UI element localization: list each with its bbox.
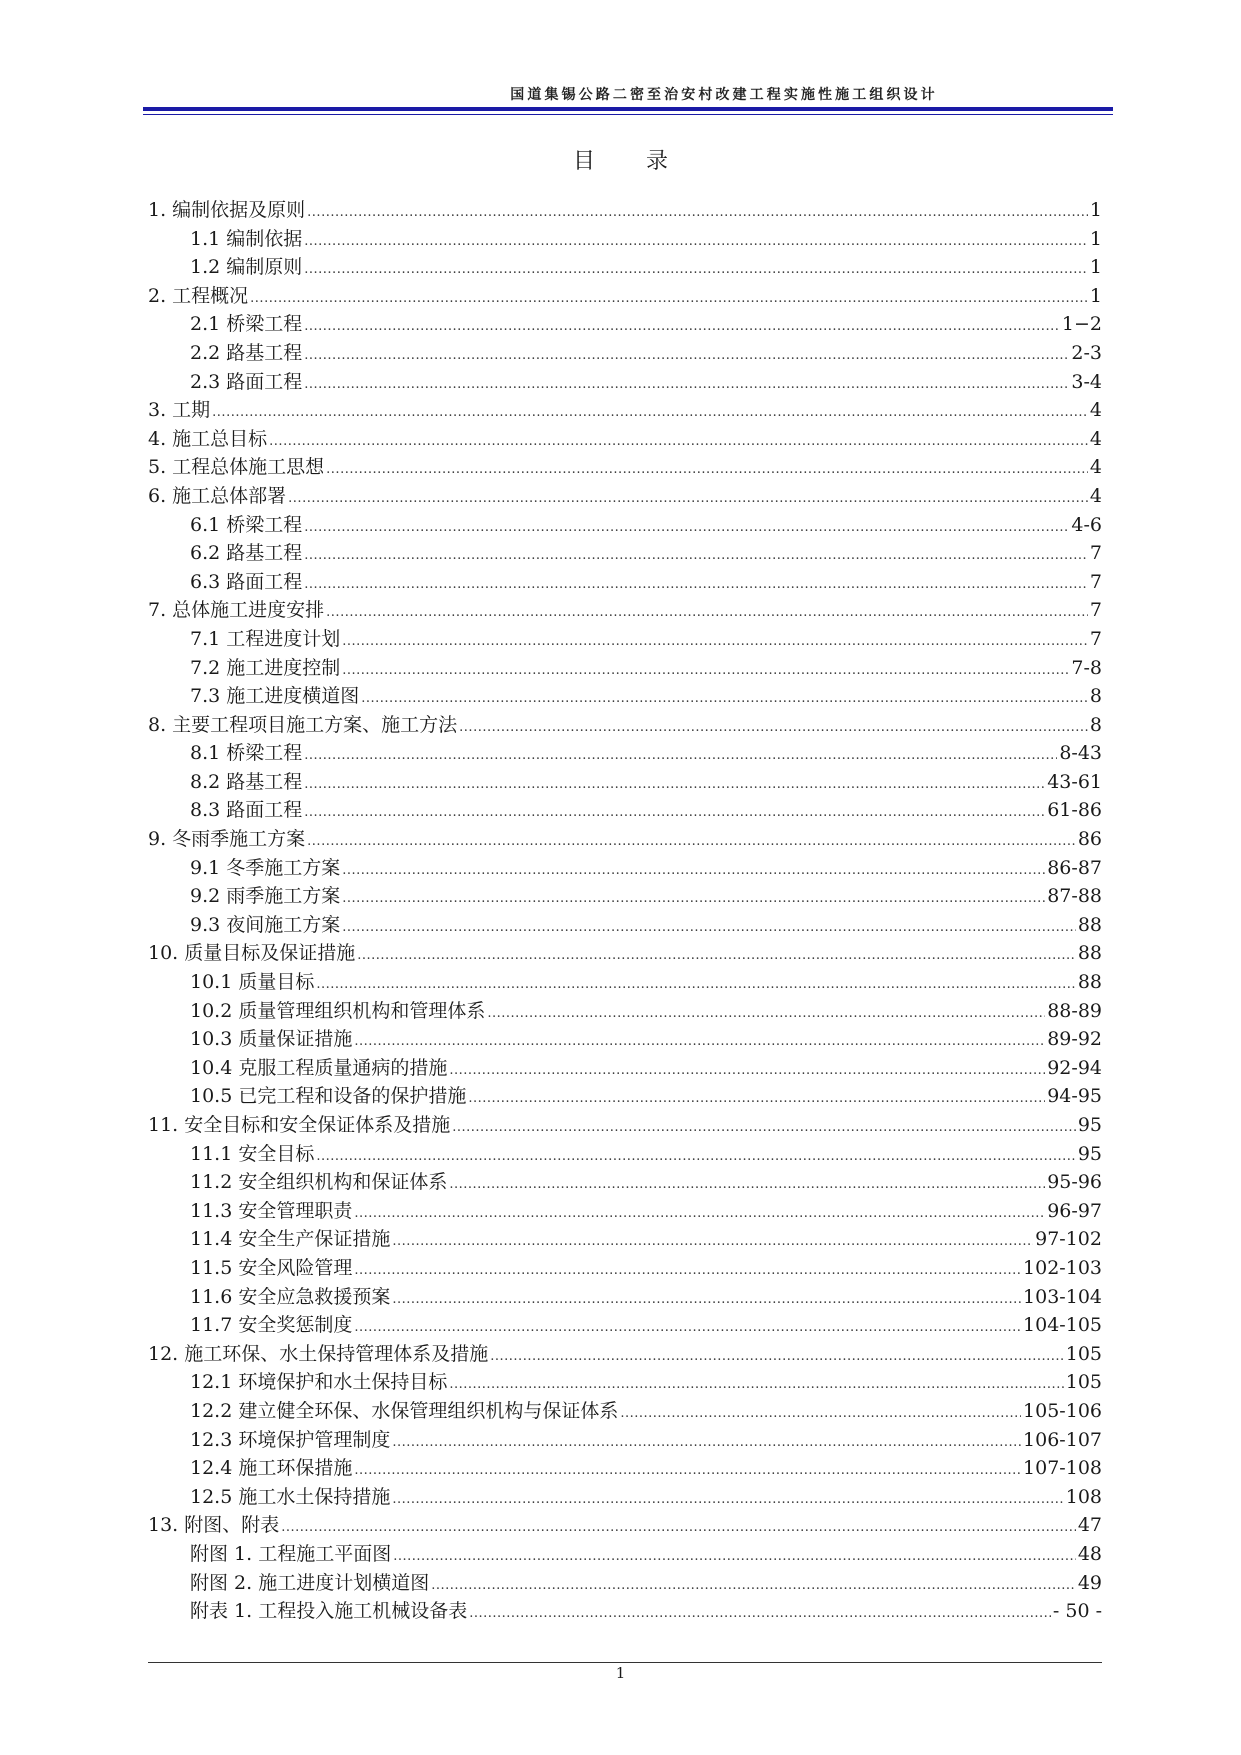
- toc-entry[interactable]: [148, 1397, 1102, 1426]
- toc-entry-page: 1: [1089, 284, 1102, 307]
- toc-entry-page: 4: [1089, 456, 1102, 479]
- toc-entry-title: 6.1 桥梁工程: [190, 513, 303, 536]
- toc-entry[interactable]: [148, 625, 1102, 654]
- toc-dot-leader: [304, 371, 1069, 400]
- toc-dot-leader: [250, 285, 1088, 314]
- toc-dot-leader: [431, 1572, 1076, 1601]
- toc-entry[interactable]: [148, 1340, 1102, 1369]
- toc-entry-title: 11.7 安全奖惩制度: [190, 1314, 353, 1337]
- toc-entry-title: 11.2 安全组织机构和保证体系: [190, 1171, 448, 1194]
- toc-entry-page: 1: [1089, 256, 1102, 279]
- toc-entry-page: 105-106: [1023, 1399, 1102, 1422]
- toc-entry[interactable]: [148, 368, 1102, 397]
- toc-entry-page: 4: [1089, 484, 1102, 507]
- toc-entry-title: 8.1 桥梁工程: [190, 742, 303, 765]
- toc-entry-page: 7: [1089, 627, 1102, 650]
- toc-entry[interactable]: [148, 1569, 1102, 1598]
- toc-dot-leader: [354, 1457, 1021, 1486]
- toc-dot-leader: [281, 1514, 1076, 1543]
- toc-entry[interactable]: [148, 1225, 1102, 1254]
- toc-entry-page: 1: [1089, 227, 1102, 250]
- toc-entry-title: 2. 工程概况: [148, 284, 249, 307]
- toc-entry-title: 2.3 路面工程: [190, 370, 303, 393]
- toc-dot-leader: [304, 256, 1088, 285]
- toc-entry[interactable]: [148, 1283, 1102, 1312]
- toc-entry[interactable]: [148, 253, 1102, 282]
- toc-dot-leader: [304, 571, 1088, 600]
- toc-entry-title: 附图 2. 施工进度计划横道图: [190, 1571, 430, 1594]
- toc-entry-page: 95: [1077, 1142, 1102, 1165]
- toc-entry-page: 107-108: [1023, 1457, 1102, 1480]
- toc-entry-page: 8-43: [1059, 742, 1102, 765]
- toc-dot-leader: [288, 485, 1088, 514]
- footer-rule: [148, 1662, 1102, 1663]
- toc-entry[interactable]: [148, 739, 1102, 768]
- toc-heading: 目 录: [573, 149, 690, 174]
- table-of-contents: [148, 196, 1102, 1626]
- toc-entry[interactable]: [148, 711, 1102, 740]
- toc-dot-leader: [316, 1143, 1075, 1172]
- toc-entry-page: 7-8: [1071, 656, 1102, 679]
- toc-dot-leader: [392, 1486, 1063, 1515]
- toc-entry-page: 8: [1089, 685, 1102, 708]
- toc-entry[interactable]: [148, 310, 1102, 339]
- toc-dot-leader: [304, 771, 1045, 800]
- toc-entry-page: 88: [1077, 942, 1102, 965]
- toc-dot-leader: [326, 456, 1088, 485]
- toc-entry-title: 6.2 路基工程: [190, 542, 303, 565]
- toc-entry-title: 10.2 质量管理组织机构和管理体系: [190, 999, 486, 1022]
- toc-entry-title: 9.2 雨季施工方案: [190, 885, 341, 908]
- toc-entry[interactable]: [148, 596, 1102, 625]
- toc-entry[interactable]: [148, 482, 1102, 511]
- toc-entry-title: 4. 施工总目标: [148, 427, 268, 450]
- toc-dot-leader: [304, 313, 1060, 342]
- toc-entry-title: 10.1 质量目标: [190, 971, 315, 994]
- toc-entry-page: 7: [1089, 542, 1102, 565]
- toc-entry-title: 12.2 建立健全环保、水保管理组织机构与保证体系: [190, 1399, 619, 1422]
- toc-entry-title: 10. 质量目标及保证措施: [148, 942, 356, 965]
- toc-entry-title: 7. 总体施工进度安排: [148, 599, 325, 622]
- toc-dot-leader: [304, 542, 1088, 571]
- toc-entry-page: - 50 -: [1052, 1600, 1102, 1623]
- toc-entry-page: 86-87: [1047, 856, 1102, 879]
- header-rule-thin: [143, 114, 1113, 115]
- toc-dot-leader: [342, 628, 1088, 657]
- toc-dot-leader: [459, 714, 1088, 743]
- toc-entry-title: 8. 主要工程项目施工方案、施工方法: [148, 713, 458, 736]
- toc-entry-title: 8.3 路面工程: [190, 799, 303, 822]
- toc-entry[interactable]: [148, 1597, 1102, 1626]
- toc-entry[interactable]: [148, 768, 1102, 797]
- toc-entry-page: 47: [1077, 1514, 1102, 1537]
- toc-entry-page: 106-107: [1023, 1428, 1102, 1451]
- toc-dot-leader: [304, 342, 1069, 371]
- toc-entry-title: 11.4 安全生产保证措施: [190, 1228, 391, 1251]
- toc-entry-page: 48: [1077, 1542, 1102, 1565]
- toc-dot-leader: [449, 1371, 1063, 1400]
- toc-entry-title: 7.1 工程进度计划: [190, 627, 341, 650]
- toc-entry-page: 7: [1089, 599, 1102, 622]
- toc-entry[interactable]: [148, 511, 1102, 540]
- toc-dot-leader: [469, 1600, 1051, 1629]
- toc-entry[interactable]: [148, 1540, 1102, 1569]
- toc-entry-page: 108: [1065, 1485, 1102, 1508]
- toc-entry-page: 95: [1077, 1114, 1102, 1136]
- toc-entry-title: 11.3 安全管理职责: [190, 1199, 353, 1222]
- toc-entry[interactable]: [148, 1111, 1102, 1140]
- toc-dot-leader: [212, 399, 1088, 428]
- toc-entry-page: 86: [1077, 828, 1102, 851]
- toc-entry-title: 7.3 施工进度横道图: [190, 685, 360, 708]
- toc-entry-title: 12.3 环境保护管理制度: [190, 1428, 391, 1451]
- toc-entry-title: 5. 工程总体施工思想: [148, 456, 325, 479]
- toc-dot-leader: [307, 828, 1076, 857]
- toc-dot-leader: [304, 228, 1088, 257]
- toc-entry-page: 88-89: [1047, 999, 1102, 1022]
- toc-entry-title: 12.1 环境保护和水土保持目标: [190, 1371, 448, 1394]
- toc-entry[interactable]: [148, 396, 1102, 425]
- toc-entry[interactable]: [148, 1311, 1102, 1340]
- toc-entry-page: 89-92: [1047, 1028, 1102, 1051]
- toc-entry[interactable]: [148, 939, 1102, 968]
- toc-dot-leader: [393, 1543, 1076, 1572]
- toc-dot-leader: [392, 1286, 1021, 1315]
- toc-entry[interactable]: [148, 882, 1102, 911]
- toc-entry-title: 10.3 质量保证措施: [190, 1028, 353, 1051]
- toc-dot-leader: [354, 1257, 1021, 1286]
- toc-entry[interactable]: [148, 654, 1102, 683]
- toc-entry[interactable]: [148, 196, 1102, 225]
- toc-entry-title: 2.1 桥梁工程: [190, 313, 303, 336]
- toc-entry-title: 1.2 编制原则: [190, 256, 303, 279]
- toc-dot-leader: [357, 942, 1076, 971]
- toc-entry-title: 6. 施工总体部署: [148, 484, 287, 507]
- toc-dot-leader: [307, 199, 1088, 228]
- toc-entry[interactable]: [148, 539, 1102, 568]
- toc-entry-title: 3. 工期: [148, 399, 211, 422]
- toc-entry-page: 95-96: [1047, 1171, 1102, 1194]
- toc-entry-title: 10.4 克服工程质量通病的措施: [190, 1056, 448, 1079]
- toc-entry-page: 3-4: [1071, 370, 1102, 393]
- toc-dot-leader: [468, 1085, 1045, 1114]
- toc-entry-title: 附图 1. 工程施工平面图: [190, 1542, 392, 1565]
- toc-entry[interactable]: [148, 825, 1102, 854]
- toc-dot-leader: [354, 1314, 1021, 1343]
- toc-entry-page: 88: [1077, 913, 1102, 936]
- toc-dot-leader: [487, 1000, 1045, 1029]
- toc-entry[interactable]: [148, 911, 1102, 940]
- toc-entry-title: 9.3 夜间施工方案: [190, 913, 341, 936]
- toc-dot-leader: [269, 428, 1088, 457]
- toc-entry-page: 43-61: [1047, 770, 1102, 793]
- toc-dot-leader: [342, 914, 1076, 943]
- toc-entry-title: 13. 附图、附表: [148, 1514, 280, 1537]
- toc-entry-page: 7: [1089, 570, 1102, 593]
- toc-entry-page: 104-105: [1023, 1314, 1102, 1337]
- toc-entry[interactable]: [148, 1368, 1102, 1397]
- toc-entry-title: 12. 施工环保、水土保持管理体系及措施: [148, 1342, 489, 1365]
- toc-entry[interactable]: [148, 1054, 1102, 1083]
- toc-dot-leader: [326, 599, 1088, 628]
- toc-entry-title: 6.3 路面工程: [190, 570, 303, 593]
- toc-entry-page: 105: [1065, 1371, 1102, 1394]
- toc-entry-title: 12.4 施工环保措施: [190, 1457, 353, 1480]
- toc-entry-title: 11.6 安全应急救援预案: [190, 1285, 391, 1308]
- toc-entry-page: 96-97: [1047, 1199, 1102, 1222]
- toc-entry-page: 94-95: [1047, 1085, 1102, 1108]
- toc-dot-leader: [449, 1057, 1045, 1086]
- toc-entry-page: 103-104: [1023, 1285, 1102, 1308]
- toc-entry[interactable]: [148, 1454, 1102, 1483]
- toc-entry[interactable]: [148, 425, 1102, 454]
- page-number: 1: [615, 1664, 626, 1682]
- toc-entry[interactable]: [148, 1197, 1102, 1226]
- toc-entry-title: 1.1 编制依据: [190, 227, 303, 250]
- toc-dot-leader: [620, 1400, 1021, 1429]
- header-rule-thick: [143, 107, 1113, 111]
- toc-entry-page: 92-94: [1047, 1056, 1102, 1079]
- toc-entry-page: 4: [1089, 399, 1102, 422]
- toc-entry[interactable]: [148, 854, 1102, 883]
- toc-entry-title: 8.2 路基工程: [190, 770, 303, 793]
- toc-entry[interactable]: [148, 1025, 1102, 1054]
- toc-entry-page: 1−2: [1061, 313, 1102, 336]
- toc-entry-page: 2-3: [1071, 341, 1102, 364]
- toc-entry-page: 102-103: [1023, 1256, 1102, 1279]
- toc-entry-page: 49: [1077, 1571, 1102, 1594]
- toc-entry-title: 1. 编制依据及原则: [148, 199, 306, 221]
- toc-entry-title: 7.2 施工进度控制: [190, 656, 341, 679]
- toc-dot-leader: [449, 1171, 1045, 1200]
- toc-entry[interactable]: [148, 1483, 1102, 1512]
- toc-dot-leader: [316, 971, 1075, 1000]
- toc-entry[interactable]: [148, 282, 1102, 311]
- toc-entry[interactable]: [148, 1511, 1102, 1540]
- toc-entry[interactable]: [148, 1254, 1102, 1283]
- toc-dot-leader: [304, 514, 1069, 543]
- document-header-title: 国道集锡公路二密至治安村改建工程实施性施工组织设计: [510, 87, 938, 103]
- toc-entry-page: 61-86: [1047, 799, 1102, 822]
- toc-entry[interactable]: [148, 1426, 1102, 1455]
- toc-entry[interactable]: [148, 796, 1102, 825]
- toc-entry[interactable]: [148, 1168, 1102, 1197]
- toc-dot-leader: [354, 1028, 1045, 1057]
- toc-entry[interactable]: [148, 225, 1102, 254]
- toc-entry-page: 97-102: [1035, 1228, 1102, 1251]
- toc-dot-leader: [392, 1429, 1021, 1458]
- toc-entry[interactable]: [148, 968, 1102, 997]
- toc-entry[interactable]: [148, 1082, 1102, 1111]
- toc-dot-leader: [304, 799, 1045, 828]
- toc-entry-page: 1: [1089, 199, 1102, 221]
- toc-dot-leader: [304, 742, 1057, 771]
- toc-entry-title: 11. 安全目标和安全保证体系及措施: [148, 1114, 451, 1136]
- toc-entry-page: 8: [1089, 713, 1102, 736]
- toc-entry-page: 105: [1065, 1342, 1102, 1365]
- toc-entry-page: 4: [1089, 427, 1102, 450]
- toc-dot-leader: [342, 657, 1069, 686]
- toc-entry-title: 9. 冬雨季施工方案: [148, 828, 306, 851]
- toc-entry-title: 2.2 路基工程: [190, 341, 303, 364]
- toc-dot-leader: [354, 1200, 1045, 1229]
- toc-entry[interactable]: [148, 339, 1102, 368]
- toc-entry-title: 9.1 冬季施工方案: [190, 856, 341, 879]
- toc-entry-page: 4-6: [1071, 513, 1102, 536]
- toc-entry[interactable]: [148, 453, 1102, 482]
- toc-entry-title: 12.5 施工水土保持措施: [190, 1485, 391, 1508]
- toc-entry-page: 87-88: [1047, 885, 1102, 908]
- toc-entry[interactable]: [148, 1140, 1102, 1169]
- toc-dot-leader: [342, 857, 1045, 886]
- toc-entry[interactable]: [148, 682, 1102, 711]
- toc-entry-title: 11.1 安全目标: [190, 1142, 315, 1165]
- toc-entry[interactable]: [148, 568, 1102, 597]
- toc-dot-leader: [452, 1114, 1076, 1143]
- toc-dot-leader: [490, 1343, 1063, 1372]
- toc-entry[interactable]: [148, 997, 1102, 1026]
- toc-entry-title: 10.5 已完工程和设备的保护措施: [190, 1085, 467, 1108]
- toc-dot-leader: [342, 885, 1045, 914]
- toc-entry-page: 88: [1077, 971, 1102, 994]
- toc-entry-title: 附表 1. 工程投入施工机械设备表: [190, 1600, 468, 1623]
- toc-entry-title: 11.5 安全风险管理: [190, 1256, 353, 1279]
- toc-dot-leader: [392, 1228, 1033, 1257]
- toc-dot-leader: [361, 685, 1088, 714]
